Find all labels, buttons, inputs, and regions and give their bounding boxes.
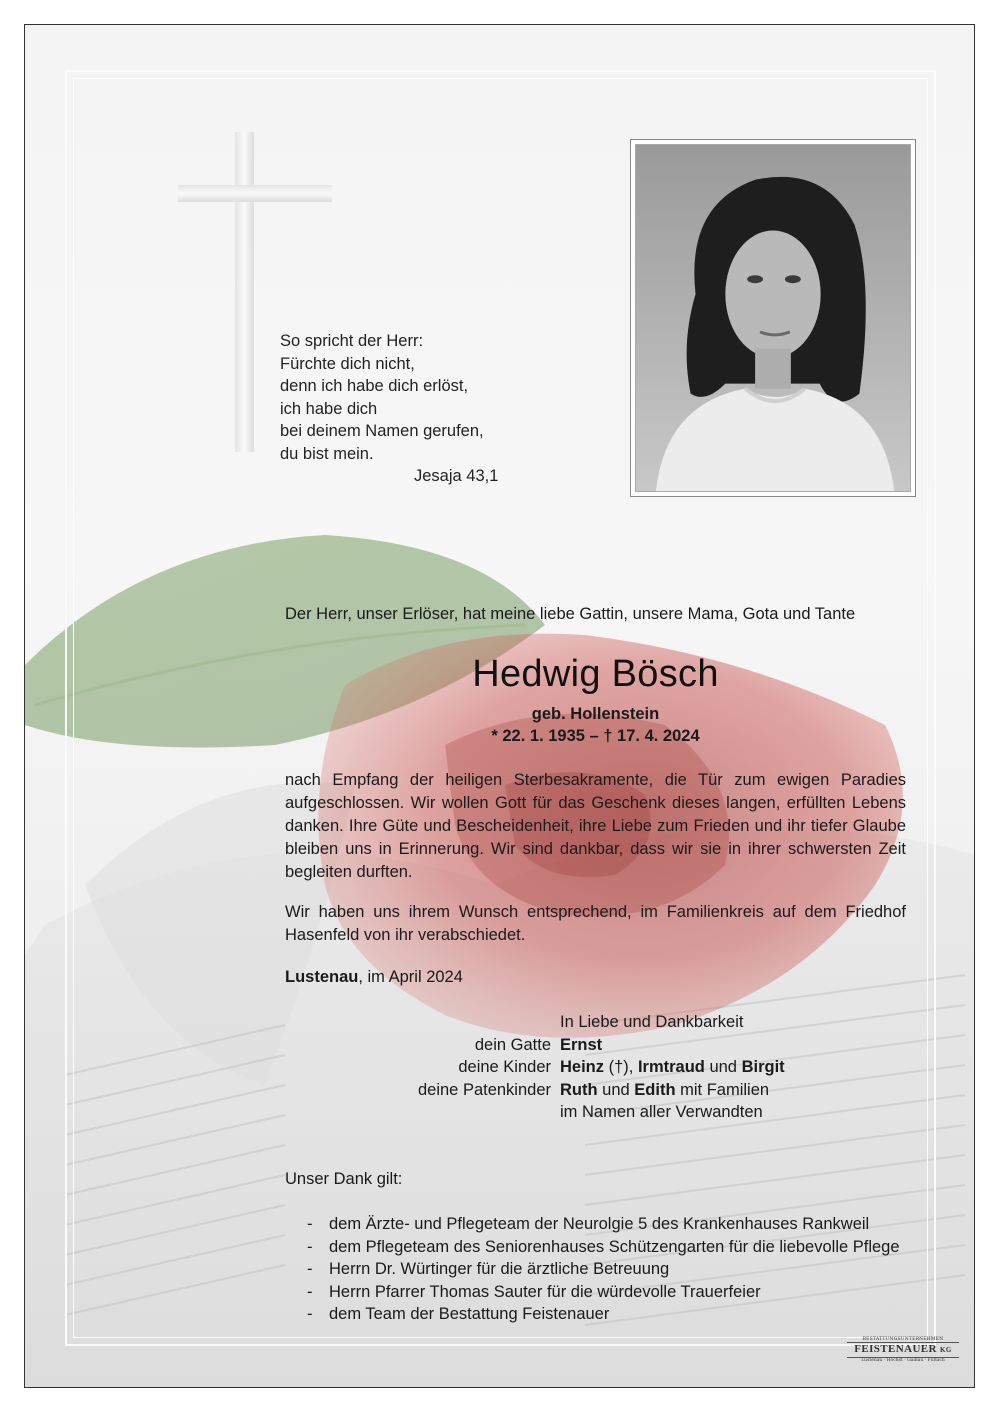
place-name: Lustenau [285,968,359,986]
conjunction: und [597,1080,635,1099]
list-item [307,1281,907,1304]
funeral-home-logo [847,1337,959,1363]
logo-tagline: BESTATTUNGSUNTERNEHMEN [862,1337,944,1342]
godchildren-suffix: mit Familien [675,1080,770,1099]
godchild-name: Ruth [560,1080,598,1099]
place-date-suffix: , im April 2024 [358,968,463,986]
bible-quote [280,330,498,488]
thanks-list [307,1213,907,1326]
list-dash: - [307,1260,313,1278]
list-dash: - [307,1237,313,1256]
birth-name: geb. Hollenstein [531,705,660,723]
child-name: Birgit [741,1058,785,1076]
quote-reference: Jesaja 43,1 [414,467,499,485]
quote-line: ich habe dich [280,399,378,418]
thanks-item-text: dem Team der Bestattung Feistenauer [329,1305,610,1323]
logo-places: Lustenau · Höchst · Gaißau · Fußach [861,1358,945,1363]
thanks-item-text: dem Pflegeteam des Seniorenhauses Schützengarten für die liebevolle Pflege [329,1237,900,1256]
thanks-heading: Unser Dank gilt: [285,1170,403,1188]
quote-line: So spricht der Herr: [280,332,424,350]
thanks-item-text: Herrn Pfarrer Thomas Sauter für die würdevolle Trauerfeier [329,1282,761,1301]
obituary-card [24,24,975,1388]
quote-line: denn ich habe dich erlöst, [280,377,469,395]
quote-line: du bist mein. [280,444,374,463]
place-date [285,968,463,987]
list-item [307,1258,907,1281]
list-dash: - [307,1215,313,1233]
spouse-name: Ernst [560,1035,603,1054]
portrait-photo [635,144,911,492]
children-label: deine Kinder [458,1058,551,1076]
child-name: Heinz [560,1058,605,1076]
list-dash: - [307,1305,313,1323]
signature-opening: In Liebe und Dankbarkeit [560,1013,744,1031]
logo-name: FEISTENAUER [854,1343,937,1355]
farewell-paragraph: Wir haben uns ihrem Wunsch entsprechend, im Familienkreis auf dem Friedhof Hasenfeld von ihr verabschiedet. [285,903,906,944]
quote-line: Fürchte dich nicht, [280,354,415,373]
intro-text: Der Herr, unser Erlöser, hat meine liebe Gattin, unsere Mama, Gota und Tante [285,605,856,623]
conjunction: und [704,1058,742,1076]
godchildren-label: deine Patenkinder [417,1080,551,1099]
main-paragraph: nach Empfang der heiligen Sterbesakramente, die Tür zum ewigen Paradies aufgeschlossen. Wir wollen Gott für das Geschenk dieses langen, erfüllten Lebens danken. Ihre Güte und Bescheidenheit, ihre Liebe zum Frieden und ihr tiefer Glaube bleiben uns in Erinnerung. Wir sind dankbar, dass wir sie in ihrer schwersten Zeit begleiten durften. [285,771,906,881]
list-item [307,1236,907,1259]
signature-closing: im Namen aller Verwandten [560,1103,763,1121]
thanks-item-text: Herrn Dr. Würtinger für die ärztliche Betreuung [329,1260,670,1278]
logo-suffix: KG [940,1346,952,1354]
deceased-mark: (†), [604,1058,638,1076]
thanks-item-text: dem Ärzte- und Pflegeteam der Neurolgie 5 des Krankenhauses Rankweil [329,1215,870,1233]
portrait-frame [630,139,916,497]
child-name: Irmtraud [637,1058,705,1076]
quote-line: bei deinem Namen gerufen, [280,422,484,440]
list-item [307,1303,907,1326]
cross-icon [235,132,254,452]
spouse-label: dein Gatte [474,1035,551,1054]
deceased-name: Hedwig Bösch [472,653,719,695]
list-dash: - [307,1282,313,1301]
life-dates: * 22. 1. 1935 – † 17. 4. 2024 [491,727,700,745]
list-item [307,1213,907,1236]
godchild-name: Edith [634,1080,676,1099]
cross-icon-bar [178,185,332,202]
signature-block [285,1011,906,1124]
